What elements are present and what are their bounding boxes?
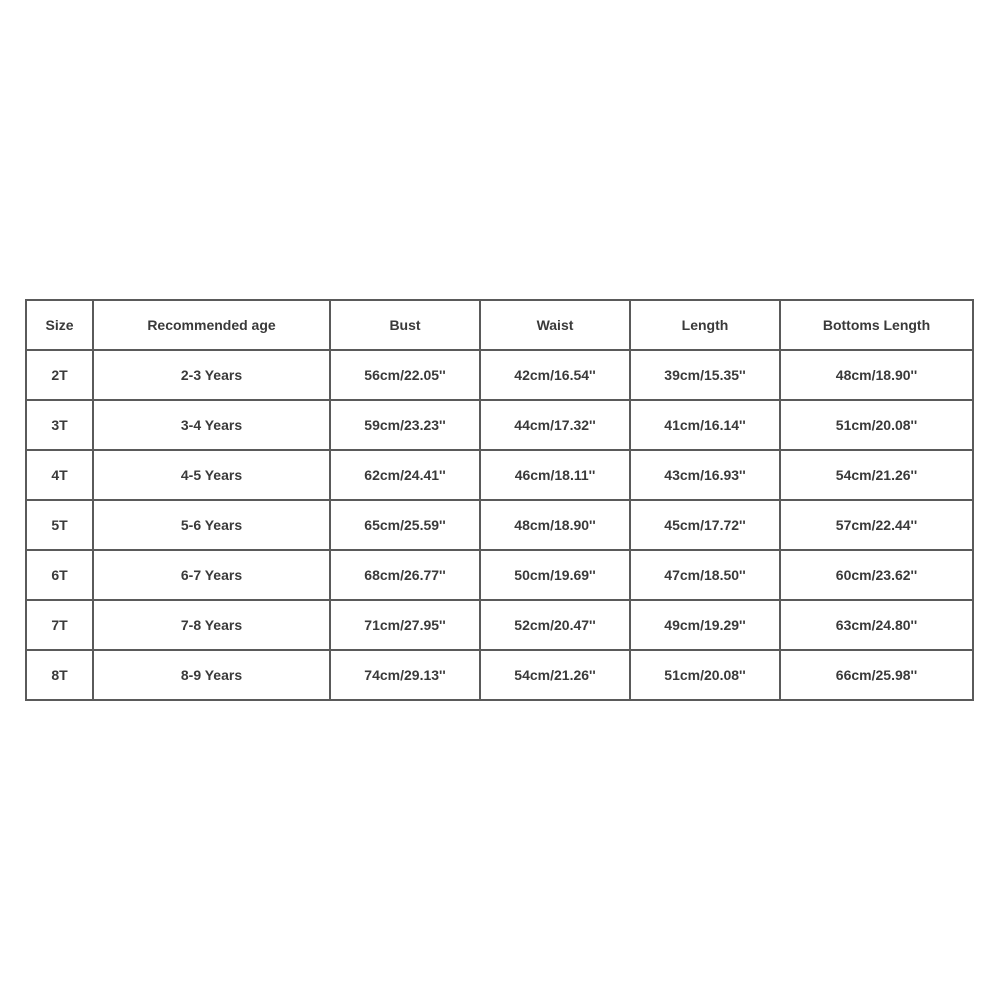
cell-length: 49cm/19.29'' bbox=[631, 601, 779, 649]
cell-waist: 44cm/17.32'' bbox=[481, 401, 629, 449]
table-row bbox=[27, 551, 972, 599]
cell-waist: 50cm/19.69'' bbox=[481, 551, 629, 599]
cell-bottoms-length: 63cm/24.80'' bbox=[781, 601, 972, 649]
cell-bottoms-length: 66cm/25.98'' bbox=[781, 651, 972, 699]
cell-bottoms-length: 51cm/20.08'' bbox=[781, 401, 972, 449]
table-row bbox=[27, 451, 972, 499]
cell-bust: 59cm/23.23'' bbox=[331, 401, 479, 449]
table-row bbox=[27, 351, 972, 399]
cell-waist: 48cm/18.90'' bbox=[481, 501, 629, 549]
cell-waist: 52cm/20.47'' bbox=[481, 601, 629, 649]
cell-size: 2T bbox=[27, 351, 92, 399]
header-row bbox=[27, 301, 972, 349]
cell-bust: 56cm/22.05'' bbox=[331, 351, 479, 399]
table-row bbox=[27, 401, 972, 449]
cell-recommended-age: 3-4 Years bbox=[94, 401, 329, 449]
header-length: Length bbox=[631, 301, 779, 349]
cell-length: 39cm/15.35'' bbox=[631, 351, 779, 399]
cell-recommended-age: 8-9 Years bbox=[94, 651, 329, 699]
cell-size: 6T bbox=[27, 551, 92, 599]
header-recommended-age: Recommended age bbox=[94, 301, 329, 349]
cell-recommended-age: 7-8 Years bbox=[94, 601, 329, 649]
cell-length: 47cm/18.50'' bbox=[631, 551, 779, 599]
cell-bust: 65cm/25.59'' bbox=[331, 501, 479, 549]
header-size: Size bbox=[27, 301, 92, 349]
cell-size: 4T bbox=[27, 451, 92, 499]
size-table bbox=[25, 299, 974, 701]
cell-recommended-age: 4-5 Years bbox=[94, 451, 329, 499]
cell-size: 5T bbox=[27, 501, 92, 549]
cell-length: 45cm/17.72'' bbox=[631, 501, 779, 549]
cell-recommended-age: 2-3 Years bbox=[94, 351, 329, 399]
cell-recommended-age: 5-6 Years bbox=[94, 501, 329, 549]
cell-bust: 68cm/26.77'' bbox=[331, 551, 479, 599]
cell-waist: 46cm/18.11'' bbox=[481, 451, 629, 499]
cell-bottoms-length: 60cm/23.62'' bbox=[781, 551, 972, 599]
cell-waist: 54cm/21.26'' bbox=[481, 651, 629, 699]
cell-length: 43cm/16.93'' bbox=[631, 451, 779, 499]
cell-bottoms-length: 48cm/18.90'' bbox=[781, 351, 972, 399]
header-bust: Bust bbox=[331, 301, 479, 349]
cell-bottoms-length: 54cm/21.26'' bbox=[781, 451, 972, 499]
cell-bottoms-length: 57cm/22.44'' bbox=[781, 501, 972, 549]
table-row bbox=[27, 651, 972, 699]
cell-bust: 71cm/27.95'' bbox=[331, 601, 479, 649]
header-bottoms-length: Bottoms Length bbox=[781, 301, 972, 349]
cell-size: 7T bbox=[27, 601, 92, 649]
cell-size: 8T bbox=[27, 651, 92, 699]
cell-size: 3T bbox=[27, 401, 92, 449]
header-waist: Waist bbox=[481, 301, 629, 349]
cell-bust: 74cm/29.13'' bbox=[331, 651, 479, 699]
cell-bust: 62cm/24.41'' bbox=[331, 451, 479, 499]
size-chart bbox=[25, 299, 974, 701]
cell-waist: 42cm/16.54'' bbox=[481, 351, 629, 399]
table-body bbox=[27, 351, 972, 699]
table-row bbox=[27, 501, 972, 549]
cell-recommended-age: 6-7 Years bbox=[94, 551, 329, 599]
table-row bbox=[27, 601, 972, 649]
table-header bbox=[27, 301, 972, 349]
cell-length: 41cm/16.14'' bbox=[631, 401, 779, 449]
cell-length: 51cm/20.08'' bbox=[631, 651, 779, 699]
